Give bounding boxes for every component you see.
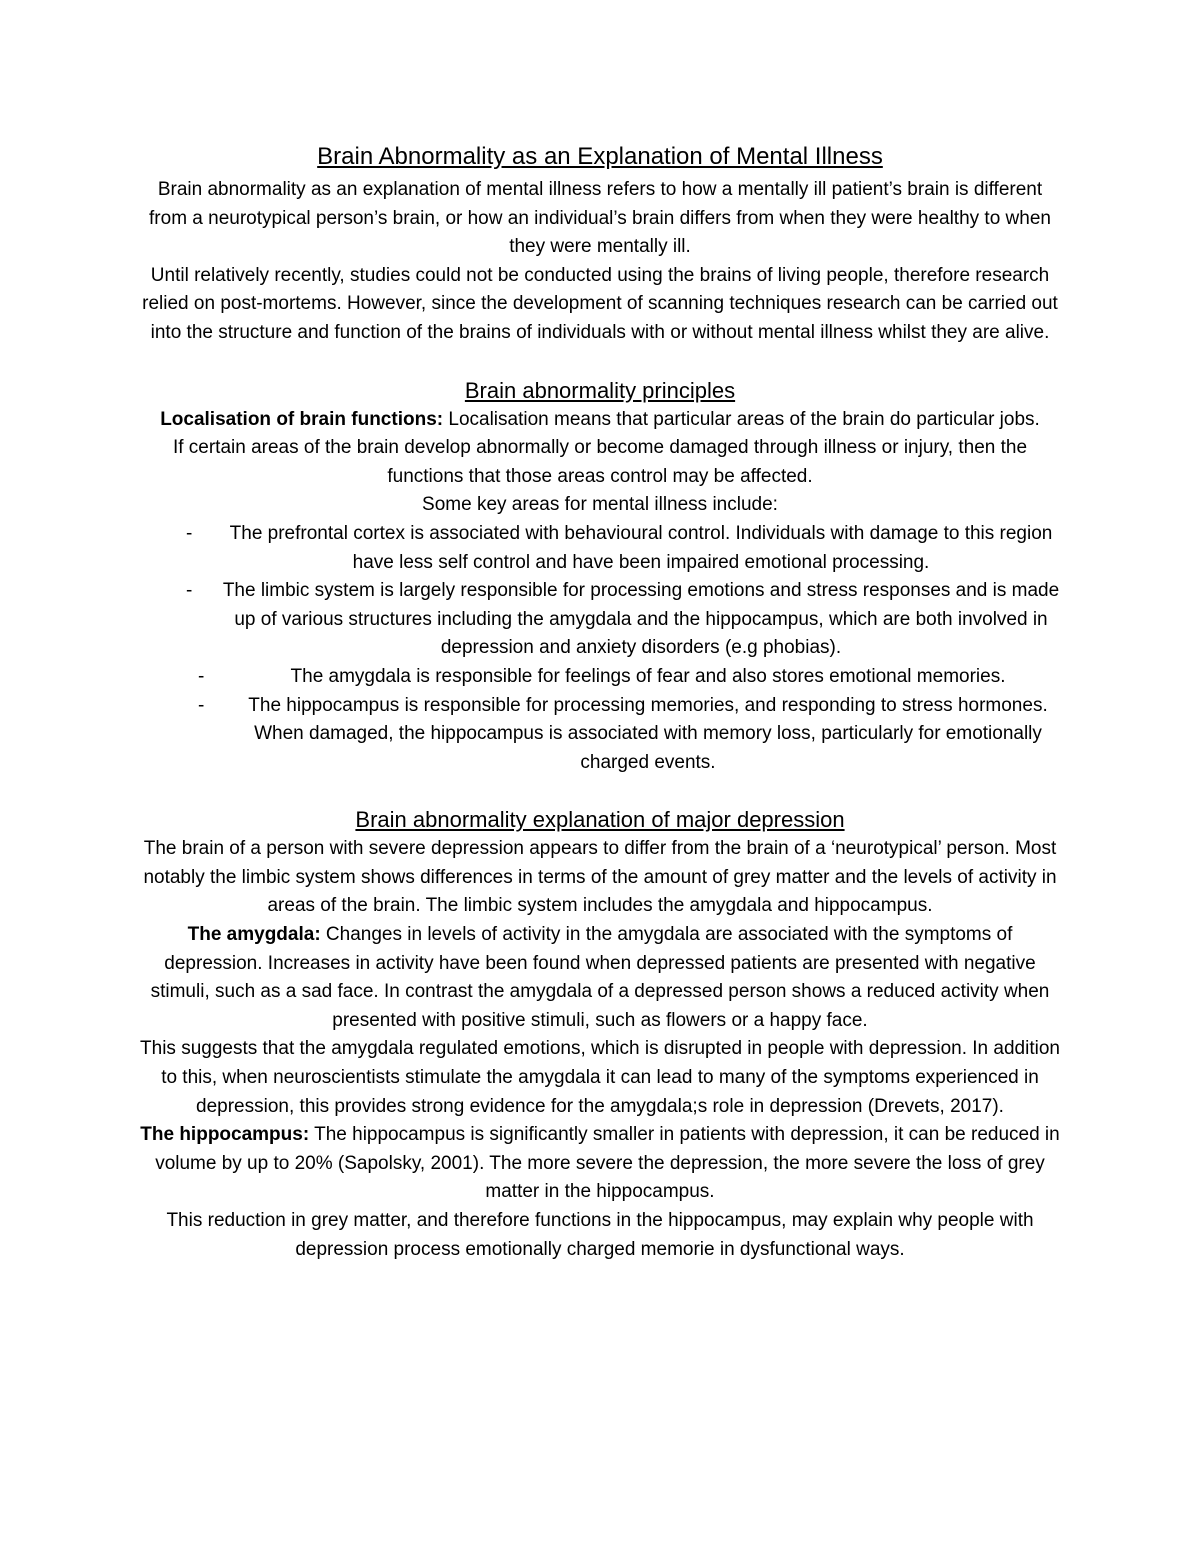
principles-paragraph-3: Some key areas for mental illness include: [422, 494, 778, 516]
list-item-text: The hippocampus is responsible for processing memories, and responding to stress hormones. When damaged, the hippocampus is associated with memory loss, particularly for emotionally charged events. [248, 694, 1048, 773]
depression-heading: Brain abnormality explanation of major depression [355, 807, 845, 833]
amygdala-label: The amygdala: [187, 924, 321, 946]
principles-paragraph-2: If certain areas of the brain develop abnormally or become damaged through illness or injury, then the functions that those areas control may be affected. [172, 437, 1028, 487]
depression-paragraph-5: This reduction in grey matter, and therefore functions in the hippocampus, may explain why people with depression process emotionally charged memorie in dysfunctional ways. [166, 1210, 1034, 1260]
localisation-text: Localisation means that particular areas of the brain do particular jobs. [443, 408, 1040, 430]
section-spacer [140, 777, 1060, 805]
hippocampus-label: The hippocampus: [140, 1124, 310, 1146]
depression-paragraph-3: This suggests that the amygdala regulated emotions, which is disrupted in people with depression. In addition to this, when neuroscientists stimulate the amygdala it can lead to many of the symptoms experienced in depression, this provides strong evidence for the amygdala;s role in depression (Drevets, 2017). [140, 1038, 1060, 1117]
key-areas-list [140, 520, 1060, 777]
bullet-dash: - [186, 580, 193, 602]
depression-paragraph-1: The brain of a person with severe depression appears to differ from the brain of a ‘neurotypical’ person. Most notably the limbic system shows differences in terms of the amount of grey matter and the levels of activity in areas of the brain. The limbic system includes the amygdala and hippocampus. [143, 838, 1057, 917]
list-item-text: The prefrontal cortex is associated with behavioural control. Individuals with damage to this region have less self control and have been impaired emotional processing. [229, 522, 1053, 573]
document-title: Brain Abnormality as an Explanation of Mental Illness [317, 143, 883, 170]
list-item [140, 520, 1060, 577]
intro-paragraph-2: Until relatively recently, studies could not be conducted using the brains of living people, therefore research relied on post-mortems. However, since the development of scanning techniques research can be carried out into the structure and function of the brains of individuals with or without mental illness whilst they are alive. [142, 264, 1058, 343]
list-item [140, 692, 1060, 778]
bullet-dash: - [198, 694, 205, 716]
hippocampus-paragraph [140, 1121, 1060, 1207]
list-item-text: The amygdala is responsible for feelings of fear and also stores emotional memories. [290, 665, 1006, 687]
intro-paragraph-1: Brain abnormality as an explanation of mental illness refers to how a mentally ill patient’s brain is different from a neurotypical person’s brain, or how an individual’s brain differs from when they were healthy to when they were mentally ill. [149, 179, 1051, 258]
localisation-paragraph [140, 406, 1060, 435]
principles-heading: Brain abnormality principles [464, 377, 736, 403]
list-item-text: The limbic system is largely responsible for processing emotions and stress responses and is made up of various structures including the amygdala and the hippocampus, which are both involved in depression and anxiety disorders (e.g phobias). [222, 580, 1060, 659]
amygdala-paragraph [140, 921, 1060, 1035]
list-item [140, 577, 1060, 663]
section-spacer [140, 348, 1060, 376]
bullet-dash: - [198, 665, 205, 687]
localisation-label: Localisation of brain functions: [160, 408, 444, 430]
amygdala-text: Changes in levels of activity in the amygdala are associated with the symptoms of depression. Increases in activity have been found when depressed patients are presented with negative stimuli, such as a sad face. In contrast the amygdala of a depressed person shows a reduced activity when presented with positive stimuli, such as flowers or a happy face. [150, 924, 1050, 1031]
hippocampus-text: The hippocampus is significantly smaller in patients with depression, it can be reduced in volume by up to 20% (Sapolsky, 2001). The more severe the depression, the more severe the loss of grey matter in the hippocampus. [155, 1124, 1060, 1203]
bullet-dash: - [186, 522, 193, 544]
list-item [140, 663, 1060, 692]
